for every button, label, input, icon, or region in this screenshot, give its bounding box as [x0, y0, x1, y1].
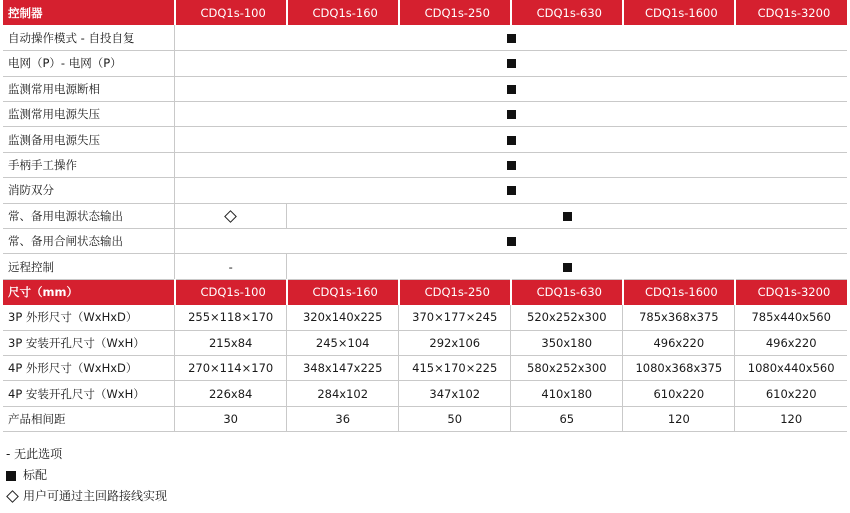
dimension-row [3, 355, 847, 380]
standard-square-icon [563, 263, 572, 272]
standard-square-icon [507, 85, 516, 94]
standard-square-icon [507, 186, 516, 195]
dimension-value-cell: 292x106 [399, 330, 511, 355]
dimension-value-cell: 1080x440x560 [735, 355, 847, 380]
model-header-cell: CDQ1s-3200 [735, 0, 847, 25]
standard-square-icon [507, 59, 516, 68]
feature-value-cell [175, 229, 847, 254]
feature-row [3, 254, 847, 279]
feature-value-cell [175, 51, 847, 76]
feature-row [3, 178, 847, 203]
feature-label: 电网（P）- 电网（P） [3, 51, 175, 76]
dimension-value-cell: 36 [287, 406, 399, 431]
dimension-row [3, 381, 847, 406]
model-header-cell: CDQ1s-630 [511, 279, 623, 304]
dimension-value-cell: 415×170×225 [399, 355, 511, 380]
model-header-cell: CDQ1s-160 [287, 0, 399, 25]
dimension-value-cell: 370×177×245 [399, 305, 511, 330]
model-header-cell: CDQ1s-100 [175, 0, 287, 25]
legend-item-none [6, 444, 850, 465]
feature-row [3, 76, 847, 101]
dimension-value-cell: 410x180 [511, 381, 623, 406]
feature-row [3, 127, 847, 152]
dimension-value-cell: 255×118×170 [175, 305, 287, 330]
feature-row [3, 152, 847, 177]
dimension-header-title: 尺寸（mm） [3, 279, 175, 304]
dimension-row [3, 305, 847, 330]
standard-square-icon [507, 34, 516, 43]
feature-value-cell [175, 127, 847, 152]
standard-square-icon [507, 161, 516, 170]
dimension-label: 4P 安装开孔尺寸（WxH） [3, 381, 175, 406]
dimension-value-cell: 30 [175, 406, 287, 431]
dimension-value-cell: 785x368x375 [623, 305, 735, 330]
diamond-icon [6, 492, 20, 501]
feature-value-cell [287, 203, 847, 228]
spec-table [3, 0, 847, 432]
feature-value-cell [175, 102, 847, 127]
dimension-row [3, 406, 847, 431]
feature-row [3, 203, 847, 228]
standard-square-icon [507, 237, 516, 246]
model-header-cell: CDQ1s-3200 [735, 279, 847, 304]
dimension-value-cell: 1080x368x375 [623, 355, 735, 380]
dimension-value-cell: 610x220 [623, 381, 735, 406]
feature-label: 自动操作模式 - 自投自复 [3, 25, 175, 50]
feature-row [3, 229, 847, 254]
feature-value-cell [175, 178, 847, 203]
dimension-value-cell: 320x140x225 [287, 305, 399, 330]
feature-value-cell [175, 254, 287, 279]
feature-value-cell [175, 76, 847, 101]
dimension-value-cell: 348x147x225 [287, 355, 399, 380]
feature-label: 监测常用电源断相 [3, 76, 175, 101]
legend-item-main-circuit [6, 486, 850, 507]
dimension-label: 3P 安装开孔尺寸（WxH） [3, 330, 175, 355]
feature-label: 监测备用电源失压 [3, 127, 175, 152]
dimension-value-cell: 215x84 [175, 330, 287, 355]
feature-label: 手柄手工操作 [3, 152, 175, 177]
dimension-header-row [3, 279, 847, 304]
filled-square-icon [6, 471, 20, 481]
dimension-value-cell: 50 [399, 406, 511, 431]
standard-square-icon [507, 136, 516, 145]
dimension-value-cell: 120 [735, 406, 847, 431]
dimension-label: 产品相间距 [3, 406, 175, 431]
model-header-cell: CDQ1s-1600 [623, 279, 735, 304]
feature-label: 远程控制 [3, 254, 175, 279]
dimension-value-cell: 65 [511, 406, 623, 431]
dimension-label: 4P 外形尺寸（WxHxD） [3, 355, 175, 380]
standard-square-icon [563, 212, 572, 221]
feature-row [3, 51, 847, 76]
model-header-cell: CDQ1s-250 [399, 279, 511, 304]
dimension-value-cell: 610x220 [735, 381, 847, 406]
dimension-value-cell: 284x102 [287, 381, 399, 406]
dimension-value-cell: 226x84 [175, 381, 287, 406]
model-header-cell: CDQ1s-1600 [623, 0, 735, 25]
dimension-label: 3P 外形尺寸（WxHxD） [3, 305, 175, 330]
standard-square-icon [507, 110, 516, 119]
feature-label: 常、备用电源状态输出 [3, 203, 175, 228]
feature-label: 监测常用电源失压 [3, 102, 175, 127]
legend-item-standard [6, 465, 850, 486]
feature-value-cell [175, 203, 287, 228]
dimension-value-cell: 496x220 [623, 330, 735, 355]
diamond-icon [224, 210, 237, 223]
legend-text-standard: 标配 [23, 468, 48, 483]
feature-row [3, 25, 847, 50]
feature-label: 常、备用合闸状态输出 [3, 229, 175, 254]
dimension-value-cell: 245×104 [287, 330, 399, 355]
not-available-text: - [228, 259, 233, 274]
dimension-value-cell: 520x252x300 [511, 305, 623, 330]
model-header-cell: CDQ1s-250 [399, 0, 511, 25]
controller-header-title: 控制器 [3, 0, 175, 25]
feature-value-cell [287, 254, 847, 279]
feature-value-cell [175, 25, 847, 50]
model-header-cell: CDQ1s-100 [175, 279, 287, 304]
dimension-value-cell: 120 [623, 406, 735, 431]
feature-row [3, 102, 847, 127]
controller-header-row [3, 0, 847, 25]
model-header-cell: CDQ1s-160 [287, 279, 399, 304]
dimension-value-cell: 347x102 [399, 381, 511, 406]
legend-text-none: - 无此选项 [6, 447, 63, 462]
dimension-value-cell: 350x180 [511, 330, 623, 355]
feature-label: 消防双分 [3, 178, 175, 203]
legend-text-main-circuit: 用户可通过主回路接线实现 [23, 489, 168, 504]
dimension-value-cell: 496x220 [735, 330, 847, 355]
dimension-value-cell: 785x440x560 [735, 305, 847, 330]
dimension-value-cell: 580x252x300 [511, 355, 623, 380]
dimension-row [3, 330, 847, 355]
legend [6, 444, 850, 507]
feature-value-cell [175, 152, 847, 177]
dimension-value-cell: 270×114×170 [175, 355, 287, 380]
model-header-cell: CDQ1s-630 [511, 0, 623, 25]
